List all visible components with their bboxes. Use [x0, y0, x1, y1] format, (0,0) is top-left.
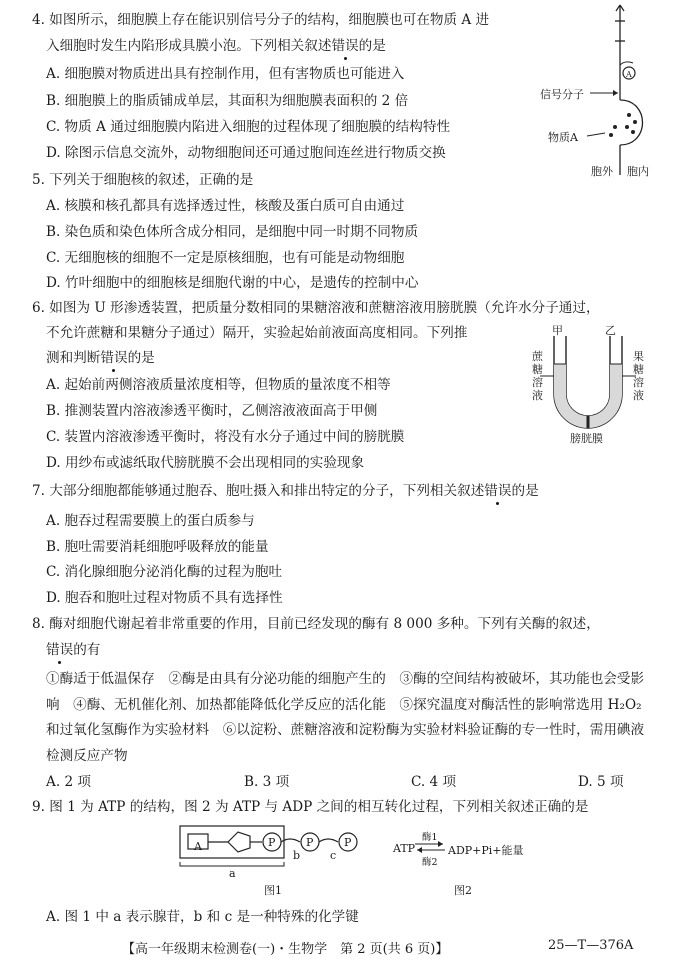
- q4-option-b: B. 细胞膜上的脂质铺成单层，其面积为细胞膜表面积的 2 倍: [46, 93, 409, 109]
- q9-atp-structure-figure: [178, 824, 368, 879]
- q9-fig2-caption: 图2: [454, 884, 472, 897]
- q9-label-P3: P: [344, 836, 352, 849]
- q7-stem: [32, 481, 539, 501]
- q6-right-char: 液: [633, 389, 644, 402]
- q9-stem: 9. 图 1 为 ATP 的结构，图 2 为 ATP 与 ADP 之间的相互转化过程，下列相关叙述正确的是: [32, 799, 589, 815]
- q4-stem-text: 入细胞时发生内陷形成具膜小泡。下列相关叙述: [46, 38, 332, 54]
- q6-stem-text: 测和判断: [46, 350, 101, 366]
- q4-outside-label: 胞外: [591, 165, 613, 178]
- q6-stem-line3: [46, 348, 155, 368]
- q6-right-char: 糖: [633, 363, 644, 376]
- q6-option-c: C. 装置内溶液渗透平衡时，将没有水分子通过中间的膀胱膜: [46, 429, 405, 445]
- q4-option-a: A. 细胞膜对物质进出具有控制作用，但有害物质也可能进入: [46, 66, 405, 82]
- q9-fig1-caption: 图1: [264, 884, 282, 897]
- q7-emphasis: 错误: [484, 483, 512, 499]
- q7-option-a: A. 胞吞过程需要膜上的蛋白质参与: [46, 513, 255, 529]
- q9-label-P1: P: [268, 836, 276, 849]
- q6-left-char: 液: [532, 389, 543, 402]
- q8-stem-line2: [46, 640, 100, 660]
- q6-left-char: 糖: [532, 363, 543, 376]
- q9-label-c: c: [330, 849, 337, 862]
- q5-option-c: C. 无细胞核的细胞不一定是原核细胞，也有可能是动物细胞: [46, 250, 405, 266]
- q4-inside-label: 胞内: [627, 165, 649, 178]
- q6-stem-line2: 不允许蔗糖和果糖分子通过）隔开，实验起始前液面高度相同。下列推: [46, 325, 468, 341]
- q9-label-b: b: [293, 849, 301, 862]
- q4-stem-end: 的是: [358, 38, 386, 54]
- q4-option-c: C. 物质 A 通过细胞膜内陷进入细胞的过程体现了细胞膜的结构特性: [46, 119, 451, 135]
- q6-membrane-label: 膀胱膜: [570, 432, 603, 445]
- q6-stem-line1: 6. 如图为 U 形渗透装置，把质量分数相同的果糖溶液和蔗糖溶液用膀胱膜（允许水分子通过，: [32, 300, 600, 316]
- q4-stem-line2: [46, 36, 386, 56]
- q6-yi-label: 乙: [605, 324, 616, 337]
- q7-option-c: C. 消化腺细胞分泌消化酶的过程为胞吐: [46, 564, 283, 580]
- page-footer-code: 25—T—376A: [548, 938, 634, 953]
- q9-enzyme1-label: 酶1: [422, 832, 438, 843]
- q8-emphasis: 错误: [46, 642, 74, 658]
- q6-stem-end: 的是: [127, 350, 155, 366]
- q6-right-label: [633, 350, 644, 402]
- q5-option-d: D. 竹叶细胞中的细胞核是细胞代谢的中心，是遗传的控制中心: [46, 275, 419, 291]
- page-footer-title: 【高一年级期末检测卷(一)・生物学 第 2 页(共 6 页)】: [122, 942, 449, 957]
- q4-signal-label: 信号分子: [540, 88, 584, 101]
- q6-u-tube-figure: [548, 336, 628, 436]
- q6-emphasis: 错误: [100, 350, 128, 366]
- q9-product-label: ADP+Pi+能量: [448, 844, 524, 857]
- q5-option-a: A. 核膜和核孔都具有选择透过性，核酸及蛋白质可自由通过: [46, 198, 405, 214]
- q8-stem-line1: 8. 酶对细胞代谢起着非常重要的作用，目前已经发现的酶有 8 000 多种。下列有关酶的叙述，: [32, 616, 600, 632]
- q4-substance-label: 物质A: [548, 131, 578, 144]
- q8-option-d: D. 5 项: [578, 774, 624, 790]
- q6-option-d: D. 用纱布或滤纸取代膀胱膜不会出现相同的实验现象: [46, 455, 365, 471]
- q8-stem-end: 的有: [73, 642, 101, 658]
- q9-enzyme2-label: 酶2: [422, 857, 438, 868]
- q6-left-label: [532, 350, 543, 402]
- q7-stem-text: 7. 大部分细胞都能够通过胞吞、胞吐摄入和排出特定的分子，下列相关叙述: [32, 483, 485, 499]
- q9-option-a: A. 图 1 中 a 表示腺苷，b 和 c 是一种特殊的化学键: [46, 909, 359, 925]
- q6-left-char: 蔗: [532, 350, 543, 363]
- svg-text:A: A: [626, 70, 632, 79]
- q9-atp-label: ATP: [393, 842, 416, 855]
- q5-option-b: B. 染色质和染色体所含成分相同，是细胞中同一时期不同物质: [46, 224, 419, 240]
- q8-statements: ①酶适于低温保存 ②酶是由具有分泌功能的细胞产生的 ③酶的空间结构被破坏，其功能也会受影响 ④酶、无机催化剂、加热都能降低化学反应的活化能 ⑤探究温度对酶活性的影响常选用 H₂O₂和过氧化氢酶作为实验材料 ⑥以淀粉、蔗糖溶液和淀粉酶为实验材料验证酶的专一性时，需用碘液检测反应产物: [46, 671, 645, 764]
- q4-option-d: D. 除图示信息交流外，动物细胞间还可通过胞间连丝进行物质交换: [46, 145, 446, 161]
- q8-option-c: C. 4 项: [411, 774, 457, 790]
- q6-right-char: 果: [633, 350, 644, 363]
- q5-stem: 5. 下列关于细胞核的叙述，正确的是: [32, 172, 254, 188]
- q6-option-b: B. 推测装置内溶液渗透平衡时，乙侧溶液液面高于甲侧: [46, 403, 378, 419]
- q7-option-b: B. 胞吐需要消耗细胞呼吸释放的能量: [46, 539, 269, 555]
- q7-stem-end: 的是: [511, 483, 539, 499]
- q6-option-a: A. 起始前两侧溶液质量浓度相等，但物质的量浓度不相等: [46, 377, 391, 393]
- q8-option-b: B. 3 项: [244, 774, 290, 790]
- q6-right-char: 溶: [633, 376, 644, 389]
- q4-stem-line1: 4. 如图所示，细胞膜上存在能识别信号分子的结构，细胞膜也可在物质 A 进: [32, 12, 490, 28]
- q9-label-P2: P: [306, 836, 314, 849]
- q8-option-a: A. 2 项: [46, 774, 92, 790]
- q7-option-d: D. 胞吞和胞吐过程对物质不具有选择性: [46, 590, 283, 606]
- q6-jia-label: 甲: [552, 324, 563, 337]
- q4-emphasis: 错误: [331, 38, 359, 54]
- q9-label-a: a: [229, 867, 236, 880]
- q9-label-A: A: [194, 840, 202, 853]
- q6-left-char: 溶: [532, 376, 543, 389]
